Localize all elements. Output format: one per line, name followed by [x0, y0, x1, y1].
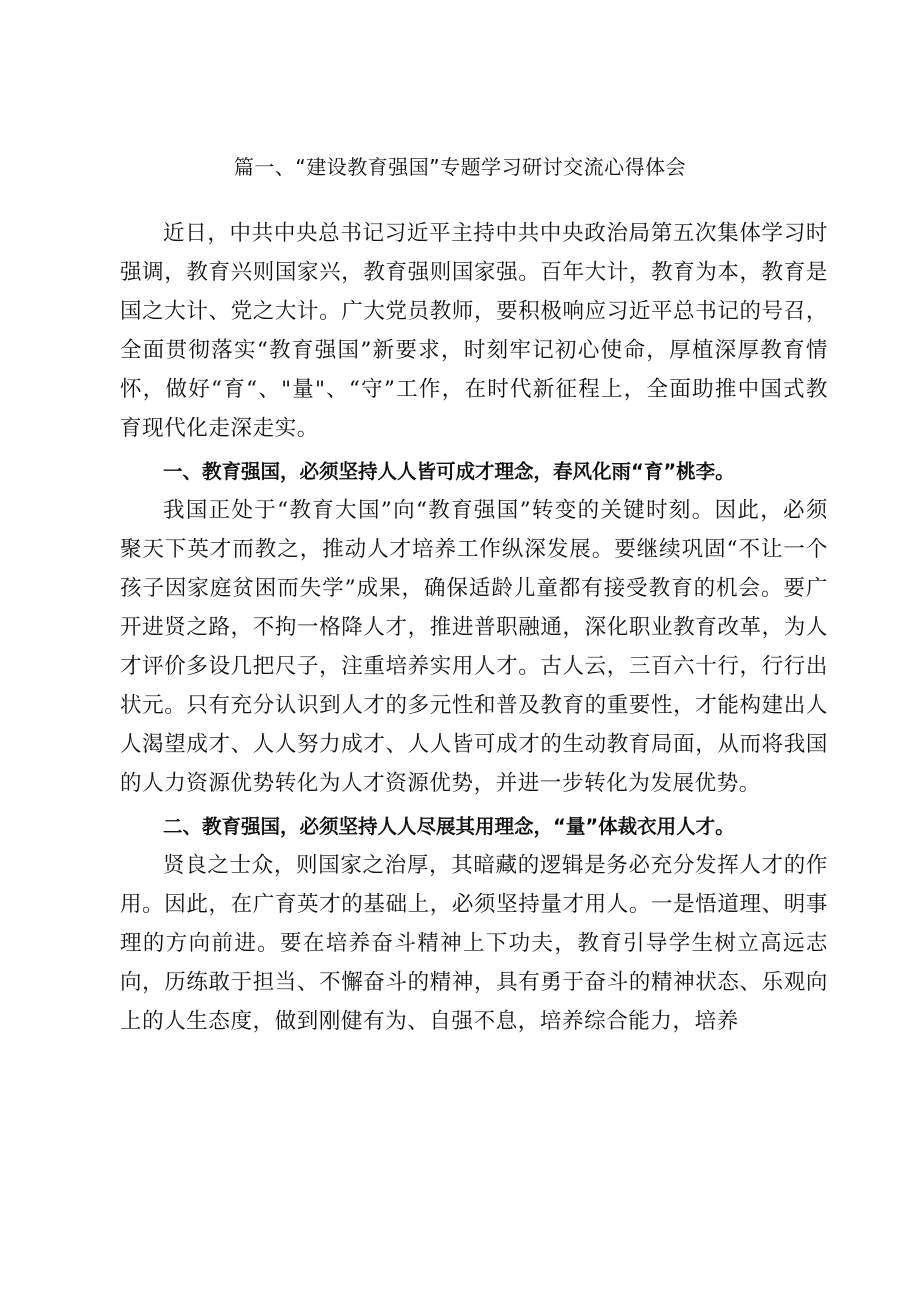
- document-body: [120, 214, 828, 1041]
- section-2-heading: 二、教育强国，必须坚持人人尽展其用理念，“量”体裁衣用人才。: [163, 815, 735, 838]
- document-title: 篇一、“建设教育强国”专题学习研讨交流心得体会: [233, 155, 687, 179]
- section-1-heading: 一、教育强国，必须坚持人人皆可成才理念，春风化雨“育”桃李。: [163, 460, 735, 483]
- section-1-paragraph: 我国正处于“教育大国”向“教育强国”转变的关键时刻。因此，必须聚天下英才而教之，推动人才培养工作纵深发展。要继续巩固“不让一个孩子因家庭贫困而失学”成果，确保适龄儿童都有接受教育的机会。要广开进贤之路，不拘一格降人才，推进普职融通，深化职业教育改革，为人才评价多设几把尺子，注重培养实用人才。古人云，三百六十行，行行出状元。只有充分认识到人才的多元性和普及教育的重要性，才能构建出人人渴望成才、人人努力成才、人人皆可成才的生动教育局面，从而将我国的人力资源优势转化为人才资源优势，并进一步转化为发展优势。: [120, 498, 828, 796]
- section-2-paragraph: 贤良之士众，则国家之治厚，其暗藏的逻辑是务必充分发挥人才的作用。因此，在广育英才的基础上，必须坚持量才用人。一是悟道理、明事理的方向前进。要在培养奋斗精神上下功夫，教育引导学生树立高远志向，历练敢于担当、不懈奋斗的精神，具有勇于奋斗的精神状态、乐观向上的人生态度，做到刚健有为、自强不息，培养综合能力，培养: [120, 853, 828, 1034]
- intro-paragraph: 近日，中共中央总书记习近平主持中共中央政治局第五次集体学习时强调，教育兴则国家兴，教育强则国家强。百年大计，教育为本，教育是国之大计、党之大计。广大党员教师，要积极响应习近平总书记的号召，全面贯彻落实“教育强国”新要求，时刻牢记初心使命，厚植深厚教育情怀，做好“育“、"量"、“守”工作，在时代新征程上，全面助推中国式教育现代化走深走实。: [120, 221, 828, 441]
